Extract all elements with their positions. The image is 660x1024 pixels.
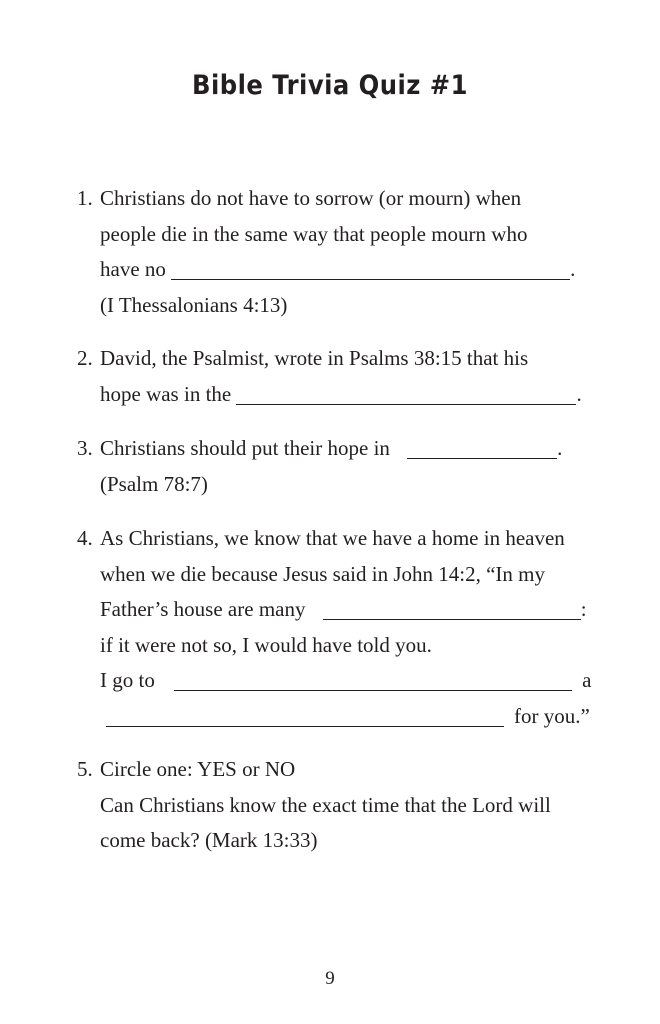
page-title: Bible Trivia Quiz #1 [192, 70, 468, 101]
question-text: hope was in the [100, 381, 232, 406]
question-text-with-blank [100, 431, 562, 467]
question-text-with-blank [100, 377, 582, 413]
question-2 [77, 341, 607, 412]
question-1 [77, 181, 607, 323]
question-number: 4. [77, 526, 93, 550]
question-3 [77, 431, 607, 502]
question-text: if it were not so, I would have told you. [100, 632, 432, 657]
question-text: when we die because Jesus said in John 14:2, “In my [100, 561, 545, 586]
question-text: Can Christians know the exact time that the Lord will [100, 792, 551, 817]
question-text-with-blank [106, 699, 590, 735]
question-text: Christians should put their hope in [100, 436, 390, 460]
question-text: I go to [100, 668, 155, 692]
question-text: Circle one: YES or NO [100, 757, 296, 781]
answer-blank [323, 597, 581, 620]
question-text: Christians do not have to sorrow (or mourn) when [100, 186, 522, 210]
question-text: David, the Psalmist, wrote in Psalms 38:15 that his [100, 346, 529, 370]
question-5 [77, 752, 607, 859]
question-text: . [557, 436, 563, 460]
question-text-with-blank [100, 252, 575, 288]
answer-blank [171, 257, 570, 280]
answer-blank [174, 668, 572, 691]
question-text: As Christians, we know that we have a home in heaven [100, 526, 565, 550]
scripture-reference: (Psalm 78:7) [100, 471, 208, 496]
question-text: people die in the same way that people mourn who [100, 221, 528, 246]
answer-blank [236, 382, 576, 405]
question-text-with-blank [100, 663, 591, 699]
question-text-with-blank [100, 592, 587, 628]
scripture-reference: come back? (Mark 13:33) [100, 828, 318, 852]
question-text: . [576, 381, 582, 406]
answer-blank [407, 436, 557, 459]
question-number: 5. [77, 757, 93, 781]
question-4 [77, 521, 607, 734]
question-text: Father’s house are many [100, 597, 306, 621]
question-text: a [582, 668, 592, 692]
question-text: for you.” [514, 703, 590, 728]
question-text: have no [100, 257, 166, 281]
question-number: 3. [77, 436, 93, 460]
question-text: : [580, 597, 587, 621]
question-number: 2. [77, 346, 93, 370]
question-text: . [570, 257, 576, 281]
scripture-reference: (I Thessalonians 4:13) [100, 292, 288, 317]
page-number: 9 [325, 968, 335, 989]
answer-blank [106, 704, 504, 727]
question-number: 1. [77, 186, 93, 210]
